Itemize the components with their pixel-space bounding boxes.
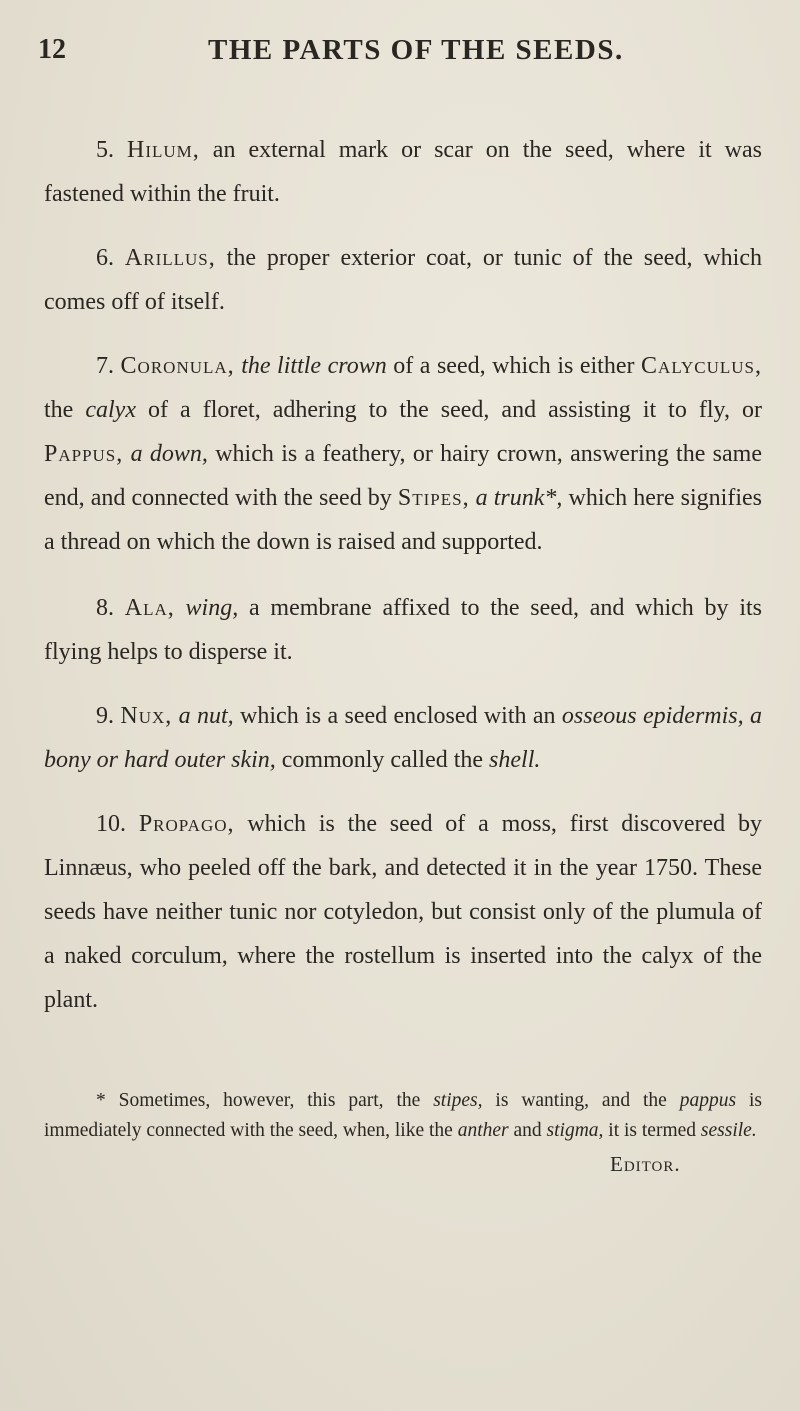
footnote-text: is wanting, and the — [482, 1090, 680, 1111]
term: Nux, — [120, 703, 173, 729]
term: Propago, — [138, 811, 235, 837]
footnote — [44, 1086, 762, 1146]
paragraph-text: an external mark or scar on the seed, where it was fastened within the fruit. — [44, 137, 763, 207]
paragraph-number: 8. — [96, 595, 114, 621]
gloss: the little crown — [234, 353, 387, 379]
term: Hilum, — [127, 137, 200, 163]
term: Arillus, — [124, 245, 216, 271]
paragraph-text: which is a seed enclosed with an — [233, 703, 562, 729]
term: Calyculus, — [641, 353, 763, 379]
gloss: shell. — [489, 747, 541, 773]
footnote-italic: stipes, — [433, 1090, 483, 1111]
gloss: osseous epidermis, a bony or hard outer skin, — [44, 703, 762, 773]
paragraph-number: 10. — [96, 811, 126, 837]
paragraph-text: of a seed, which is either — [386, 353, 642, 379]
paragraph-6 — [44, 236, 762, 324]
paragraph-number: 7. — [96, 353, 114, 379]
paragraph-10 — [44, 802, 762, 1022]
footnote-italic: pappus — [679, 1090, 737, 1111]
paragraph-number: 5. — [96, 137, 114, 163]
gloss: wing, — [174, 595, 239, 621]
gloss: a trunk*, — [469, 485, 563, 511]
page-number: 12 — [38, 34, 66, 65]
paragraph-text: the proper exterior coat, or tunic of the seed, which comes off of itself. — [44, 245, 763, 315]
term: Stipes, — [397, 485, 470, 511]
paragraph-text: which is a feathery, or hairy crown, answering the same end, and connected with the seed by — [44, 441, 762, 511]
term: Pappus, — [44, 441, 124, 467]
footnote-italic: stigma, — [546, 1120, 604, 1141]
gloss: a down, — [123, 441, 208, 467]
paragraph-text: the — [44, 397, 86, 423]
paragraph-8 — [44, 586, 762, 674]
paragraph-text: of a floret, adhering to the seed, and assisting it to fly, or — [135, 397, 763, 423]
footnote-italic: anther — [457, 1120, 509, 1141]
footnote-italic: sessile. — [700, 1120, 757, 1141]
term: Ala, — [124, 595, 175, 621]
footnote-text: it is termed — [603, 1120, 701, 1141]
term: Coronula, — [120, 353, 235, 379]
footnote-text: and — [508, 1120, 547, 1141]
gloss: calyx — [85, 397, 136, 423]
gloss: a nut, — [172, 703, 234, 729]
running-head: THE PARTS OF THE SEEDS. — [208, 34, 624, 66]
paragraph-text: commonly called the — [275, 747, 490, 773]
paragraph-number: 9. — [96, 703, 114, 729]
paragraph-number: 6. — [96, 245, 114, 271]
paragraph-9 — [44, 694, 762, 782]
paragraph-7 — [44, 344, 762, 564]
footnote-signature: Editor. — [610, 1152, 681, 1176]
footnote-text: is immediately connected with the seed, when, like the — [44, 1090, 762, 1141]
paragraph-text: which is the seed of a moss, first discovered by Linnæus, who peeled off the bark, and detected it in the year 1750. These seeds have neither tunic nor cotyledon, but consist only of the plumula of a naked corculum, where the rostellum is inserted into the calyx of the plant. — [44, 811, 763, 1013]
paragraph-text: which here signifies a thread on which the down is raised and supported. — [44, 485, 763, 555]
footnote-text: * Sometimes, however, this part, the — [96, 1090, 434, 1111]
page-header — [38, 34, 738, 74]
paragraph-text: a membrane affixed to the seed, and which by its flying helps to disperse it. — [44, 595, 763, 665]
paragraph-5 — [44, 128, 762, 216]
